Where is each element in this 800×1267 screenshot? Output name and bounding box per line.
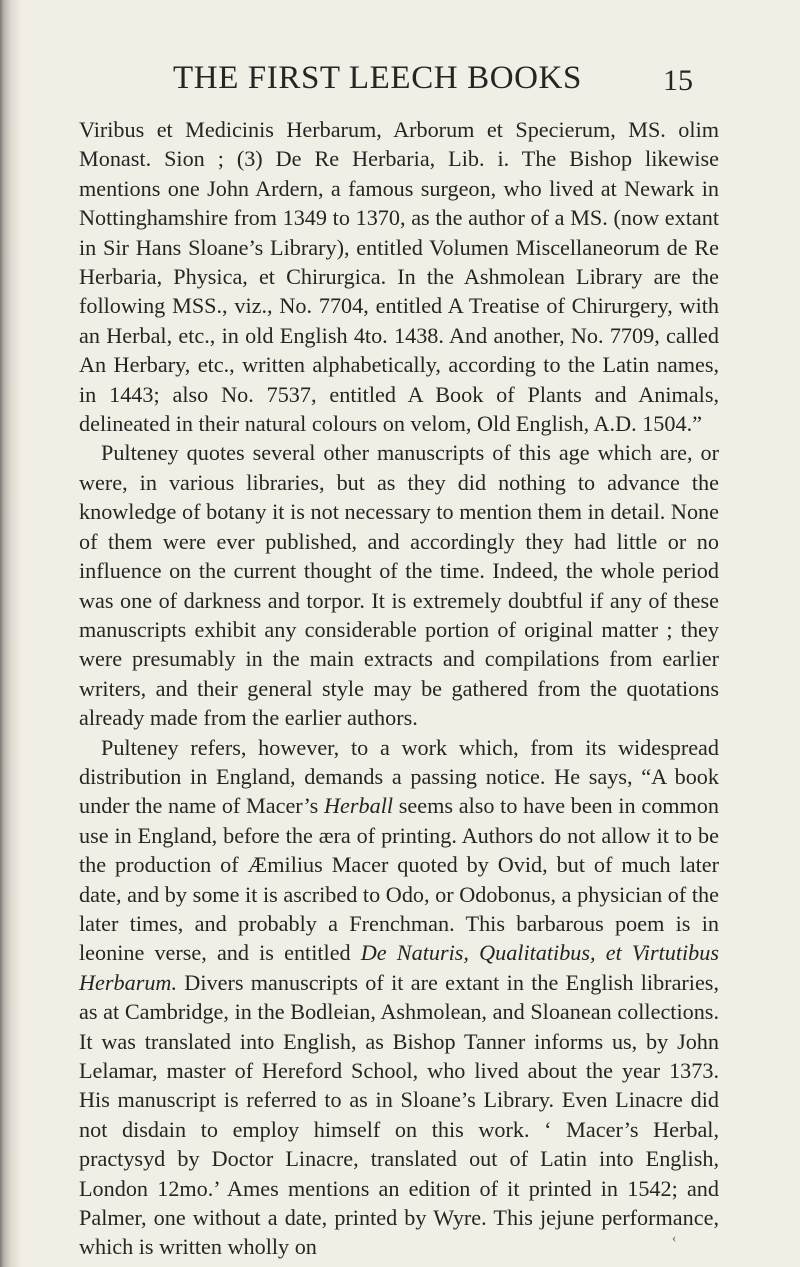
paragraph-pulteney-quotes: [79, 438, 719, 732]
paragraph-text: Pulteney refers, however, to a work which, from its widespread distribution in England, demands a passing notice. He says, “A book under the name of Macer’s: [79, 734, 719, 819]
paragraph-text: Divers manuscripts of it are extant in the English libraries, as at Cambridge, in the Bodleian, Ashmolean, and Sloanean collections. It was translated into English, as Bishop Tanner informs us, by John Lelamar, master of Hereford School, who lived about the year 1373. His manuscript is referred to as in Sloane’s Library. Even Linacre did not disdain to employ himself on this work. ‘ Macer’s Herbal, practysyd by Doctor Linacre, translated out of Latin into English, London 12mo.’ Ames mentions an edition of it printed in 1542; and Palmer, one without a date, printed by Wyre. This jejune performance, which is written wholly on: [79, 969, 719, 1260]
italic-title-herball: Herball: [324, 793, 394, 819]
paragraph-continued: [79, 115, 719, 438]
italic-title-de-naturis: De Naturis, Qualitatibus, et Virtutibus Herbarum.: [79, 940, 719, 995]
page-binding-edge: [0, 0, 22, 1267]
paragraph-text: seems also to have been in common use in England, before the æra of printing. Authors do not allow it to be the production of Æmilius Macer quoted by Ovid, but of much later date, and by some it is ascribed to Odo, or Odobonus, a physician of the later times, and probably a Frenchman. This barbarous poem is in leonine verse, and is entitled: [79, 793, 719, 966]
running-title: THE FIRST LEECH BOOKS: [173, 60, 582, 96]
paragraph-text: Viribus et Medicinis Herbarum, Arborum et Specierum, MS. olim Monast. Sion ; (3) De Re Herbaria, Lib. i. The Bishop likewise mentions one John Ardern, a famous surgeon, who lived at Newark in Nottinghamshire from 1349 to 1370, as the author of a MS. (now extant in Sir Hans Sloane’s Library), entitled Volumen Miscellaneorum de Re Herbaria, Physica, et Chirurgica. In the Ashmolean Library are the following MSS., viz., No. 7704, entitled A Treatise of Chirurgery, with an Herbal, etc., in old English 4to. 1438. And another, No. 7709, called An Herbary, etc., written alphabetically, according to the Latin names, in 1443; also No. 7537, entitled A Book of Plants and Animals, delineated in their natural colours on velom, Old English, A.D. 1504.”: [79, 117, 719, 437]
paragraph-text: Pulteney quotes several other manuscripts of this age which are, or were, in various libraries, but as they did nothing to advance the knowledge of botany it is not necessary to mention them in detail. None of them were ever published, and accordingly they had little or no influence on the current thought of the time. Indeed, the whole period was one of darkness and torpor. It is extremely doubtful if any of these manuscripts exhibit any considerable portion of original matter ; they were presumably in the main extracts and compilations from earlier writers, and their general style may be gathered from the quotations already made from the earlier authors.: [79, 440, 719, 731]
page-number: 15: [663, 64, 693, 97]
body-text: [79, 115, 719, 1262]
printer-mark: ‹: [672, 1230, 677, 1245]
page-header: [173, 58, 693, 104]
paragraph-macer-herball: [79, 733, 719, 1262]
